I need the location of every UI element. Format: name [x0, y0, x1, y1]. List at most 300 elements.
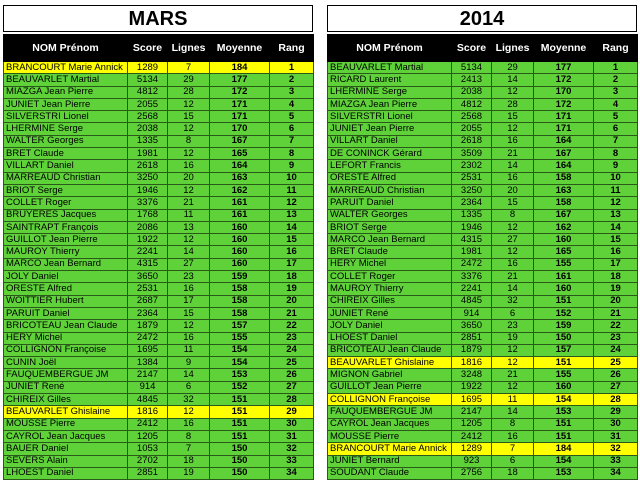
year-2014-table: [327, 34, 638, 480]
cell-moyenne: 165: [534, 246, 594, 258]
cell-score: 1816: [128, 406, 168, 418]
table-row: [328, 357, 638, 369]
cell-lignes: 15: [492, 111, 534, 123]
cell-name: JUNIET Bernard: [328, 455, 452, 467]
cell-score: 2241: [128, 246, 168, 258]
cell-rang: 29: [594, 406, 638, 418]
cell-name: COLLET Roger: [328, 271, 452, 283]
cell-score: 2412: [128, 418, 168, 430]
table-row: [328, 307, 638, 319]
cell-lignes: 16: [168, 332, 210, 344]
table-row: [328, 184, 638, 196]
cell-lignes: 7: [492, 443, 534, 455]
cell-rang: 19: [594, 283, 638, 295]
cell-lignes: 12: [168, 123, 210, 135]
table-row: [328, 123, 638, 135]
cell-name: MARCO Jean Bernard: [4, 258, 128, 270]
cell-rang: 14: [594, 221, 638, 233]
cell-rang: 10: [270, 172, 314, 184]
cell-lignes: 7: [168, 443, 210, 455]
cell-rang: 23: [594, 332, 638, 344]
cell-score: 4845: [452, 295, 492, 307]
cell-moyenne: 151: [534, 418, 594, 430]
cell-moyenne: 151: [210, 418, 270, 430]
table-row: [328, 418, 638, 430]
col-header-lignes: Lignes: [168, 35, 210, 62]
cell-score: 1695: [128, 344, 168, 356]
cell-moyenne: 154: [210, 357, 270, 369]
cell-name: MOUSSE Pierre: [4, 418, 128, 430]
cell-lignes: 12: [168, 234, 210, 246]
cell-score: 2531: [128, 283, 168, 295]
cell-score: 2241: [452, 283, 492, 295]
cell-score: 2531: [452, 172, 492, 184]
table-row: [328, 246, 638, 258]
cell-lignes: 23: [492, 320, 534, 332]
cell-score: 1384: [128, 357, 168, 369]
cell-score: 1816: [452, 357, 492, 369]
cell-moyenne: 153: [534, 406, 594, 418]
header-row: [4, 35, 314, 62]
table-row: [4, 172, 314, 184]
cell-name: BAUER Daniel: [4, 443, 128, 455]
cell-moyenne: 158: [210, 295, 270, 307]
cell-moyenne: 158: [210, 283, 270, 295]
cell-name: SEVERS Alain: [4, 455, 128, 467]
table-row: [4, 443, 314, 455]
cell-score: 2302: [452, 160, 492, 172]
cell-moyenne: 170: [534, 86, 594, 98]
cell-lignes: 15: [492, 197, 534, 209]
cell-name: BEAUVARLET Ghislaine: [4, 406, 128, 418]
cell-name: MIAZGA Jean Pierre: [4, 86, 128, 98]
col-header-rang: Rang: [594, 35, 638, 62]
cell-score: 2413: [452, 74, 492, 86]
cell-name: COLLIGNON Françoise: [328, 394, 452, 406]
table-row: [328, 344, 638, 356]
cell-moyenne: 167: [534, 209, 594, 221]
cell-lignes: 21: [168, 197, 210, 209]
cell-score: 2147: [452, 406, 492, 418]
cell-rang: 22: [594, 320, 638, 332]
cell-moyenne: 163: [534, 184, 594, 196]
cell-name: ORESTE Alfred: [4, 283, 128, 295]
cell-lignes: 12: [492, 357, 534, 369]
cell-rang: 32: [270, 443, 314, 455]
cell-score: 3509: [452, 148, 492, 160]
cell-moyenne: 172: [534, 98, 594, 110]
cell-rang: 31: [270, 430, 314, 442]
table-row: [328, 197, 638, 209]
col-header-lignes: Lignes: [492, 35, 534, 62]
col-header-rang: Rang: [270, 35, 314, 62]
cell-lignes: 16: [492, 258, 534, 270]
cell-name: WALTER Georges: [4, 135, 128, 147]
cell-moyenne: 157: [210, 320, 270, 332]
table-row: [4, 332, 314, 344]
cell-name: VILLART Daniel: [328, 135, 452, 147]
cell-lignes: 21: [492, 369, 534, 381]
table-row: [4, 246, 314, 258]
table-row: [328, 111, 638, 123]
table-row: [328, 394, 638, 406]
cell-name: BEAUVARLET Martial: [4, 74, 128, 86]
table-row: [4, 283, 314, 295]
cell-score: 2702: [128, 455, 168, 467]
cell-name: CHIREIX Gilles: [328, 295, 452, 307]
cell-moyenne: 165: [210, 148, 270, 160]
cell-moyenne: 163: [210, 172, 270, 184]
col-header-moyenne: Moyenne: [534, 35, 594, 62]
cell-rang: 15: [270, 234, 314, 246]
cell-name: JUNIET René: [328, 307, 452, 319]
cell-name: CAYROL Jean Jacques: [4, 430, 128, 442]
cell-lignes: 14: [492, 160, 534, 172]
cell-name: SAINTRAPT François: [4, 221, 128, 233]
cell-rang: 32: [594, 443, 638, 455]
cell-name: HERY Michel: [328, 258, 452, 270]
cell-score: 2364: [452, 197, 492, 209]
cell-rang: 11: [594, 184, 638, 196]
cell-score: 914: [452, 307, 492, 319]
table-row: [328, 332, 638, 344]
cell-lignes: 19: [492, 332, 534, 344]
cell-name: BRIOT Serge: [4, 184, 128, 196]
table-row: [4, 295, 314, 307]
cell-lignes: 12: [168, 98, 210, 110]
cell-moyenne: 170: [210, 123, 270, 135]
cell-moyenne: 151: [210, 394, 270, 406]
cell-lignes: 20: [492, 184, 534, 196]
cell-rang: 16: [594, 246, 638, 258]
cell-moyenne: 157: [534, 344, 594, 356]
cell-rang: 19: [270, 283, 314, 295]
cell-moyenne: 150: [210, 467, 270, 479]
cell-rang: 6: [594, 123, 638, 135]
cell-name: SOUDANT Claude: [328, 467, 452, 479]
cell-lignes: 12: [168, 184, 210, 196]
cell-moyenne: 151: [534, 357, 594, 369]
cell-rang: 1: [270, 62, 314, 74]
cell-rang: 6: [270, 123, 314, 135]
cell-lignes: 28: [168, 86, 210, 98]
cell-moyenne: 161: [210, 209, 270, 221]
col-header-nom: NOM Prénom: [4, 35, 128, 62]
cell-moyenne: 155: [534, 258, 594, 270]
cell-lignes: 28: [492, 98, 534, 110]
cell-name: JUNIET Jean Pierre: [4, 98, 128, 110]
cell-lignes: 21: [492, 148, 534, 160]
cell-moyenne: 160: [210, 258, 270, 270]
cell-rang: 18: [594, 271, 638, 283]
cell-lignes: 18: [168, 455, 210, 467]
table-row: [328, 271, 638, 283]
cell-moyenne: 164: [534, 135, 594, 147]
cell-moyenne: 150: [210, 455, 270, 467]
cell-rang: 4: [594, 98, 638, 110]
cell-score: 3250: [128, 172, 168, 184]
cell-name: COLLIGNON Françoise: [4, 344, 128, 356]
cell-lignes: 27: [492, 234, 534, 246]
cell-moyenne: 151: [210, 430, 270, 442]
header-row: [328, 35, 638, 62]
cell-rang: 20: [594, 295, 638, 307]
year-2014-title: 2014: [327, 5, 637, 32]
cell-score: 2038: [452, 86, 492, 98]
cell-score: 2472: [128, 332, 168, 344]
cell-rang: 1: [594, 62, 638, 74]
cell-score: 5134: [452, 62, 492, 74]
table-row: [4, 418, 314, 430]
cell-name: GUILLOT Jean Pierre: [4, 234, 128, 246]
cell-score: 2568: [128, 111, 168, 123]
cell-name: MARREAUD Christian: [4, 172, 128, 184]
cell-lignes: 20: [168, 172, 210, 184]
table-row: [4, 197, 314, 209]
cell-lignes: 9: [168, 357, 210, 369]
cell-score: 914: [128, 381, 168, 393]
cell-lignes: 12: [492, 381, 534, 393]
cell-score: 1768: [128, 209, 168, 221]
cell-name: PARUIT Daniel: [4, 307, 128, 319]
cell-name: JUNIET René: [4, 381, 128, 393]
cell-moyenne: 158: [534, 197, 594, 209]
cell-score: 2618: [128, 160, 168, 172]
cell-rang: 21: [270, 307, 314, 319]
cell-lignes: 23: [168, 271, 210, 283]
cell-rang: 22: [270, 320, 314, 332]
cell-rang: 9: [594, 160, 638, 172]
cell-lignes: 8: [168, 135, 210, 147]
cell-name: MOUSSE Pierre: [328, 430, 452, 442]
cell-name: CAYROL Jean Jacques: [328, 418, 452, 430]
cell-name: ORESTE Alfred: [328, 172, 452, 184]
cell-score: 2618: [452, 135, 492, 147]
table-row: [4, 62, 314, 74]
cell-lignes: 14: [168, 246, 210, 258]
cell-lignes: 32: [168, 394, 210, 406]
cell-rang: 7: [594, 135, 638, 147]
cell-moyenne: 184: [210, 62, 270, 74]
cell-lignes: 16: [168, 283, 210, 295]
table-row: [4, 209, 314, 221]
cell-lignes: 12: [168, 320, 210, 332]
cell-rang: 33: [594, 455, 638, 467]
table-row: [4, 430, 314, 442]
cell-name: RICARD Laurent: [328, 74, 452, 86]
year-2014-table-body: [328, 62, 638, 480]
cell-moyenne: 177: [210, 74, 270, 86]
cell-score: 3376: [452, 271, 492, 283]
cell-name: BRICOTEAU Jean Claude: [328, 344, 452, 356]
cell-name: WALTER Georges: [328, 209, 452, 221]
cell-moyenne: 150: [534, 332, 594, 344]
cell-score: 2472: [452, 258, 492, 270]
cell-lignes: 16: [492, 430, 534, 442]
cell-moyenne: 171: [210, 111, 270, 123]
cell-lignes: 14: [492, 74, 534, 86]
cell-name: BRANCOURT Marie Annick: [4, 62, 128, 74]
cell-moyenne: 171: [534, 123, 594, 135]
cell-name: BRET Claude: [4, 148, 128, 160]
table-row: [4, 381, 314, 393]
cell-score: 1053: [128, 443, 168, 455]
cell-name: GUILLOT Jean Pierre: [328, 381, 452, 393]
cell-name: LHERMINE Serge: [4, 123, 128, 135]
cell-lignes: 11: [168, 209, 210, 221]
cell-rang: 33: [270, 455, 314, 467]
cell-rang: 31: [594, 430, 638, 442]
table-row: [328, 467, 638, 479]
cell-lignes: 19: [168, 467, 210, 479]
cell-score: 2687: [128, 295, 168, 307]
cell-name: LHOEST Daniel: [4, 467, 128, 479]
cell-lignes: 14: [492, 283, 534, 295]
cell-rang: 5: [594, 111, 638, 123]
cell-rang: 14: [270, 221, 314, 233]
cell-rang: 8: [594, 148, 638, 160]
cell-name: COLLET Roger: [4, 197, 128, 209]
cell-rang: 30: [270, 418, 314, 430]
table-row: [328, 369, 638, 381]
cell-rang: 20: [270, 295, 314, 307]
table-row: [328, 86, 638, 98]
table-row: [4, 184, 314, 196]
cell-rang: 24: [270, 344, 314, 356]
cell-moyenne: 151: [534, 295, 594, 307]
cell-moyenne: 151: [210, 406, 270, 418]
table-row: [328, 381, 638, 393]
cell-score: 4812: [128, 86, 168, 98]
cell-rang: 17: [594, 258, 638, 270]
cell-score: 1981: [452, 246, 492, 258]
cell-lignes: 12: [492, 221, 534, 233]
cell-score: 1981: [128, 148, 168, 160]
cell-score: 2364: [128, 307, 168, 319]
cell-moyenne: 177: [534, 62, 594, 74]
cell-lignes: 11: [168, 344, 210, 356]
cell-lignes: 11: [492, 394, 534, 406]
cell-rang: 28: [270, 394, 314, 406]
cell-rang: 21: [594, 307, 638, 319]
table-row: [4, 221, 314, 233]
cell-rang: 11: [270, 184, 314, 196]
cell-score: 4845: [128, 394, 168, 406]
cell-moyenne: 160: [534, 234, 594, 246]
table-row: [4, 357, 314, 369]
mars-table-body: [4, 62, 314, 480]
cell-rang: 30: [594, 418, 638, 430]
table-row: [328, 283, 638, 295]
cell-moyenne: 159: [210, 271, 270, 283]
table-row: [4, 234, 314, 246]
cell-lignes: 18: [492, 467, 534, 479]
cell-score: 5134: [128, 74, 168, 86]
cell-lignes: 8: [492, 418, 534, 430]
cell-moyenne: 154: [534, 455, 594, 467]
cell-moyenne: 159: [534, 320, 594, 332]
cell-name: JOLY Daniel: [4, 271, 128, 283]
cell-lignes: 12: [168, 148, 210, 160]
cell-moyenne: 153: [534, 467, 594, 479]
cell-name: SILVERSTRI Lionel: [4, 111, 128, 123]
cell-lignes: 16: [168, 418, 210, 430]
cell-score: 4315: [452, 234, 492, 246]
cell-name: JOLY Daniel: [328, 320, 452, 332]
cell-score: 3250: [452, 184, 492, 196]
cell-name: MAUROY Thierry: [4, 246, 128, 258]
table-row: [4, 467, 314, 479]
cell-lignes: 6: [492, 307, 534, 319]
cell-rang: 12: [594, 197, 638, 209]
cell-rang: 27: [594, 381, 638, 393]
cell-name: LHOEST Daniel: [328, 332, 452, 344]
cell-score: 923: [452, 455, 492, 467]
cell-rang: 16: [270, 246, 314, 258]
cell-name: MIGNON Gabriel: [328, 369, 452, 381]
cell-moyenne: 150: [210, 443, 270, 455]
cell-lignes: 12: [492, 86, 534, 98]
cell-rang: 25: [270, 357, 314, 369]
table-row: [4, 344, 314, 356]
table-row: [4, 320, 314, 332]
cell-moyenne: 160: [534, 381, 594, 393]
table-row: [328, 172, 638, 184]
table-row: [4, 123, 314, 135]
cell-name: MIAZGA Jean Pierre: [328, 98, 452, 110]
cell-lignes: 29: [168, 74, 210, 86]
cell-moyenne: 152: [210, 381, 270, 393]
cell-lignes: 12: [492, 246, 534, 258]
table-row: [328, 406, 638, 418]
cell-score: 1289: [128, 62, 168, 74]
cell-rang: 18: [270, 271, 314, 283]
cell-score: 2038: [128, 123, 168, 135]
cell-rang: 15: [594, 234, 638, 246]
cell-score: 1289: [452, 443, 492, 455]
cell-lignes: 32: [492, 295, 534, 307]
cell-lignes: 12: [168, 406, 210, 418]
cell-score: 1335: [452, 209, 492, 221]
cell-score: 1946: [128, 184, 168, 196]
table-row: [328, 320, 638, 332]
cell-score: 4812: [452, 98, 492, 110]
cell-score: 1205: [128, 430, 168, 442]
cell-name: LHERMINE Serge: [328, 86, 452, 98]
cell-name: MARREAUD Christian: [328, 184, 452, 196]
cell-score: 1922: [452, 381, 492, 393]
cell-lignes: 6: [168, 381, 210, 393]
cell-rang: 8: [270, 148, 314, 160]
cell-name: MAUROY Thierry: [328, 283, 452, 295]
cell-rang: 9: [270, 160, 314, 172]
cell-moyenne: 161: [534, 271, 594, 283]
cell-lignes: 14: [492, 406, 534, 418]
cell-score: 2086: [128, 221, 168, 233]
cell-name: LEFORT Francis: [328, 160, 452, 172]
cell-rang: 13: [594, 209, 638, 221]
cell-lignes: 12: [492, 344, 534, 356]
cell-rang: 34: [594, 467, 638, 479]
cell-rang: 23: [270, 332, 314, 344]
cell-rang: 10: [594, 172, 638, 184]
cell-rang: 3: [594, 86, 638, 98]
cell-lignes: 12: [492, 123, 534, 135]
cell-score: 3650: [128, 271, 168, 283]
cell-moyenne: 155: [534, 369, 594, 381]
cell-moyenne: 160: [210, 221, 270, 233]
col-header-score: Score: [452, 35, 492, 62]
